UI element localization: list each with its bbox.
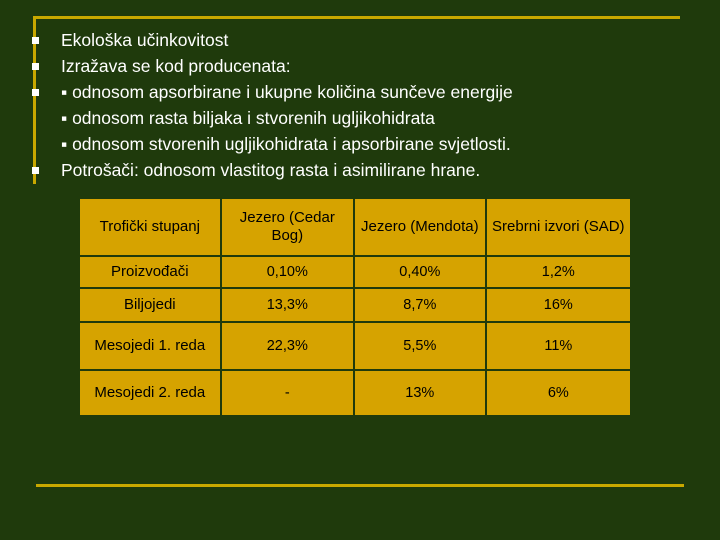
table-cell: 22,3% bbox=[221, 322, 354, 370]
square-bullet-icon bbox=[32, 89, 39, 96]
sub-item-text: ▪ odnosom rasta biljaka i stvorenih ugljikohidrata bbox=[61, 108, 435, 128]
table-cell: 13% bbox=[354, 370, 486, 416]
bullet-text: Izražava se kod producenata: bbox=[61, 56, 291, 76]
bullet-text: ▪ odnosom apsorbirane i ukupne količina sunčeve energije bbox=[61, 82, 513, 102]
table-cell: 8,7% bbox=[354, 288, 486, 322]
table-row-label: Mesojedi 2. reda bbox=[79, 370, 221, 416]
efficiency-table bbox=[78, 197, 632, 417]
bullet-text: Ekološka učinkovitost bbox=[61, 30, 229, 50]
bullet-item bbox=[30, 27, 690, 53]
table-header-cell: Jezero (Mendota) bbox=[354, 198, 486, 256]
table-cell: 0,40% bbox=[354, 256, 486, 288]
table-row-label: Biljojedi bbox=[79, 288, 221, 322]
table-row bbox=[79, 370, 631, 416]
table-cell: 1,2% bbox=[486, 256, 631, 288]
table-row bbox=[79, 256, 631, 288]
square-bullet-icon bbox=[32, 63, 39, 70]
bullet-item bbox=[30, 79, 690, 105]
frame-top-rule bbox=[33, 16, 680, 19]
sub-item bbox=[30, 105, 690, 131]
table-header-cell: Trofički stupanj bbox=[79, 198, 221, 256]
bullet-item bbox=[30, 157, 690, 183]
frame-bottom-rule bbox=[36, 484, 684, 487]
bullet-item bbox=[30, 53, 690, 79]
sub-item bbox=[30, 131, 690, 157]
table-header-cell: Jezero (Cedar Bog) bbox=[221, 198, 354, 256]
bullet-list bbox=[30, 27, 690, 183]
table-cell: 0,10% bbox=[221, 256, 354, 288]
bullet-text: Potrošači: odnosom vlastitog rasta i asimilirane hrane. bbox=[61, 160, 481, 180]
sub-item-text: ▪ odnosom stvorenih ugljikohidrata i apsorbirane svjetlosti. bbox=[61, 134, 511, 154]
table-cell: 11% bbox=[486, 322, 631, 370]
table-cell: 16% bbox=[486, 288, 631, 322]
table-header-row bbox=[79, 198, 631, 256]
table-header-cell: Srebrni izvori (SAD) bbox=[486, 198, 631, 256]
table-cell: 13,3% bbox=[221, 288, 354, 322]
table-row bbox=[79, 288, 631, 322]
table-row bbox=[79, 322, 631, 370]
table-cell: 6% bbox=[486, 370, 631, 416]
table-row-label: Mesojedi 1. reda bbox=[79, 322, 221, 370]
square-bullet-icon bbox=[32, 37, 39, 44]
table-cell: - bbox=[221, 370, 354, 416]
table-cell: 5,5% bbox=[354, 322, 486, 370]
square-bullet-icon bbox=[32, 167, 39, 174]
table-row-label: Proizvođači bbox=[79, 256, 221, 288]
